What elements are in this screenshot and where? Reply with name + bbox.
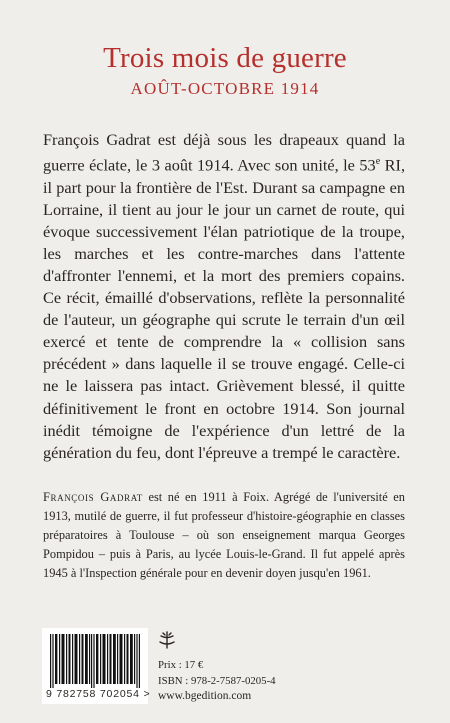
price-label: Prix : 17 € bbox=[158, 659, 204, 671]
blurb-text-part1: François Gadrat est déjà sous les drapeaux quand la guerre éclate, le 3 août 1914. Avec son unité, le 53 bbox=[43, 130, 405, 175]
publisher-logo bbox=[158, 630, 176, 650]
publisher-logo-icon bbox=[158, 630, 176, 650]
book-title: Trois mois de guerre bbox=[103, 42, 347, 74]
book-subtitle: AOÛT-OCTOBRE 1914 bbox=[130, 79, 320, 98]
blurb-text-part2: RI, il part pour la frontière de l'Est. Durant sa campagne en Lorraine, il tient au jour le jour un carnet de route, qui évoque successivement l'élan patriotique de la troupe, les marches et les contre-marches dans l'attente d'affronter l'ennemi, et la mort des premiers copains. Ce récit, émaillé d'observations, reflète la personnalité de l'auteur, un géographe qui scrute le terrain d'un œil exercé et tente de comprendre la « collision sans précédent » dans laquelle il se trouve engagé. Celle-ci ne le laissera pas intact. Grièvement blessé, il quitte définitivement le front en octobre 1914. Son journal inédit témoigne de l'expérience d'un lettré de la génération du feu, dont l'épreuve a trempé le caractère. bbox=[43, 155, 406, 462]
isbn-barcode bbox=[42, 628, 151, 704]
author-name: François Gadrat bbox=[43, 490, 143, 504]
blurb-superscript: e bbox=[375, 156, 381, 168]
publisher-website: www.bgedition.com bbox=[158, 690, 252, 702]
author-bio bbox=[43, 488, 405, 583]
barcode-bars-icon bbox=[50, 634, 142, 688]
author-bio-text: est né en 1911 à Foix. Agrégé de l'université en 1913, mutilé de guerre, il fut professeur d'histoire-géographie en classes préparatoires à Toulouse – où son enseignement marqua Georges Pompidou – puis à Paris, au lycée Louis-le-Grand. Il fut appelé après 1945 à l'Inspection générale pour en devenir doyen jusqu'en 1961. bbox=[43, 490, 405, 580]
blurb-paragraph bbox=[43, 129, 405, 464]
barcode-digits: 9 782758 702054 > bbox=[46, 688, 151, 700]
isbn-label: ISBN : 978-2-7587-0205-4 bbox=[158, 675, 276, 687]
